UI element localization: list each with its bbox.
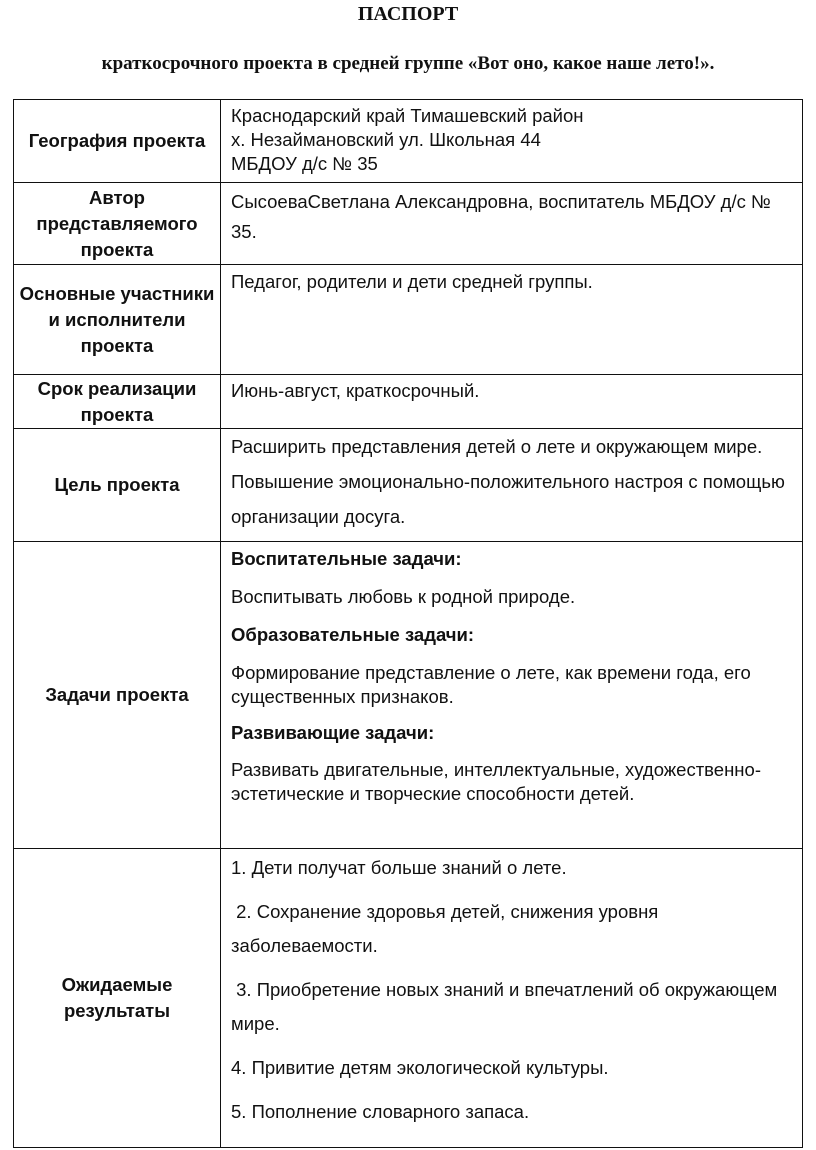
row-label-term: Срок реализации проекта bbox=[14, 375, 221, 429]
result-item: 2. Сохранение здоровья детей, снижения уровня заболеваемости. bbox=[231, 901, 664, 956]
task-text-educational: Формирование представление о лете, как времени года, его существенных признаков. bbox=[231, 662, 751, 707]
task-heading-upbringing: Воспитательные задачи: bbox=[231, 548, 462, 569]
geography-line: х. Незаймановский ул. Школьная 44 bbox=[231, 129, 541, 150]
geography-line: Краснодарский край Тимашевский район bbox=[231, 105, 584, 126]
row-value-results bbox=[221, 849, 803, 1148]
result-item: 3. Приобретение новых знаний и впечатлений об окружающем мире. bbox=[231, 979, 783, 1034]
result-item: 1. Дети получат больше знаний о лете. bbox=[231, 857, 567, 878]
document-subtitle: краткосрочного проекта в средней группе «Вот оно, какое наше лето!». bbox=[101, 53, 715, 74]
result-item: 5. Пополнение словарного запаса. bbox=[231, 1101, 530, 1122]
table-row bbox=[14, 849, 803, 1148]
row-label-author: Автор представляемого проекта bbox=[14, 183, 221, 265]
row-value-term: Июнь-август, краткосрочный. bbox=[221, 375, 803, 429]
table-row bbox=[14, 183, 803, 265]
row-label-participants: Основные участники и исполнители проекта bbox=[14, 265, 221, 375]
task-text-developing: Развивать двигательные, интеллектуальные, художественно-эстетические и творческие способности детей. bbox=[231, 759, 761, 804]
row-value-tasks bbox=[221, 542, 803, 849]
document-title: ПАСПОРТ bbox=[357, 3, 459, 25]
row-value-participants: Педагог, родители и дети средней группы. bbox=[221, 265, 803, 375]
task-heading-educational: Образовательные задачи: bbox=[231, 624, 475, 645]
table-row bbox=[14, 100, 803, 183]
row-value-goal: Расширить представления детей о лете и окружающем мире. Повышение эмоционально-положительного настроя с помощью организации досуга. bbox=[221, 429, 803, 542]
row-label-geography: География проекта bbox=[14, 100, 221, 183]
table-row bbox=[14, 375, 803, 429]
row-label-goal: Цель проекта bbox=[14, 429, 221, 542]
result-item: 4. Привитие детям экологической культуры. bbox=[231, 1057, 609, 1078]
table-row bbox=[14, 429, 803, 542]
row-label-tasks: Задачи проекта bbox=[14, 542, 221, 849]
table-row bbox=[14, 542, 803, 849]
row-label-results: Ожидаемые результаты bbox=[14, 849, 221, 1148]
task-heading-developing: Развивающие задачи: bbox=[231, 722, 435, 743]
task-text-upbringing: Воспитывать любовь к родной природе. bbox=[231, 586, 576, 607]
row-value-geography bbox=[221, 100, 803, 183]
geography-line: МБДОУ д/с № 35 bbox=[231, 153, 378, 174]
passport-table bbox=[13, 99, 803, 1148]
table-row bbox=[14, 265, 803, 375]
row-value-author: СысоеваСветлана Александровна, воспитатель МБДОУ д/с № 35. bbox=[221, 183, 803, 265]
